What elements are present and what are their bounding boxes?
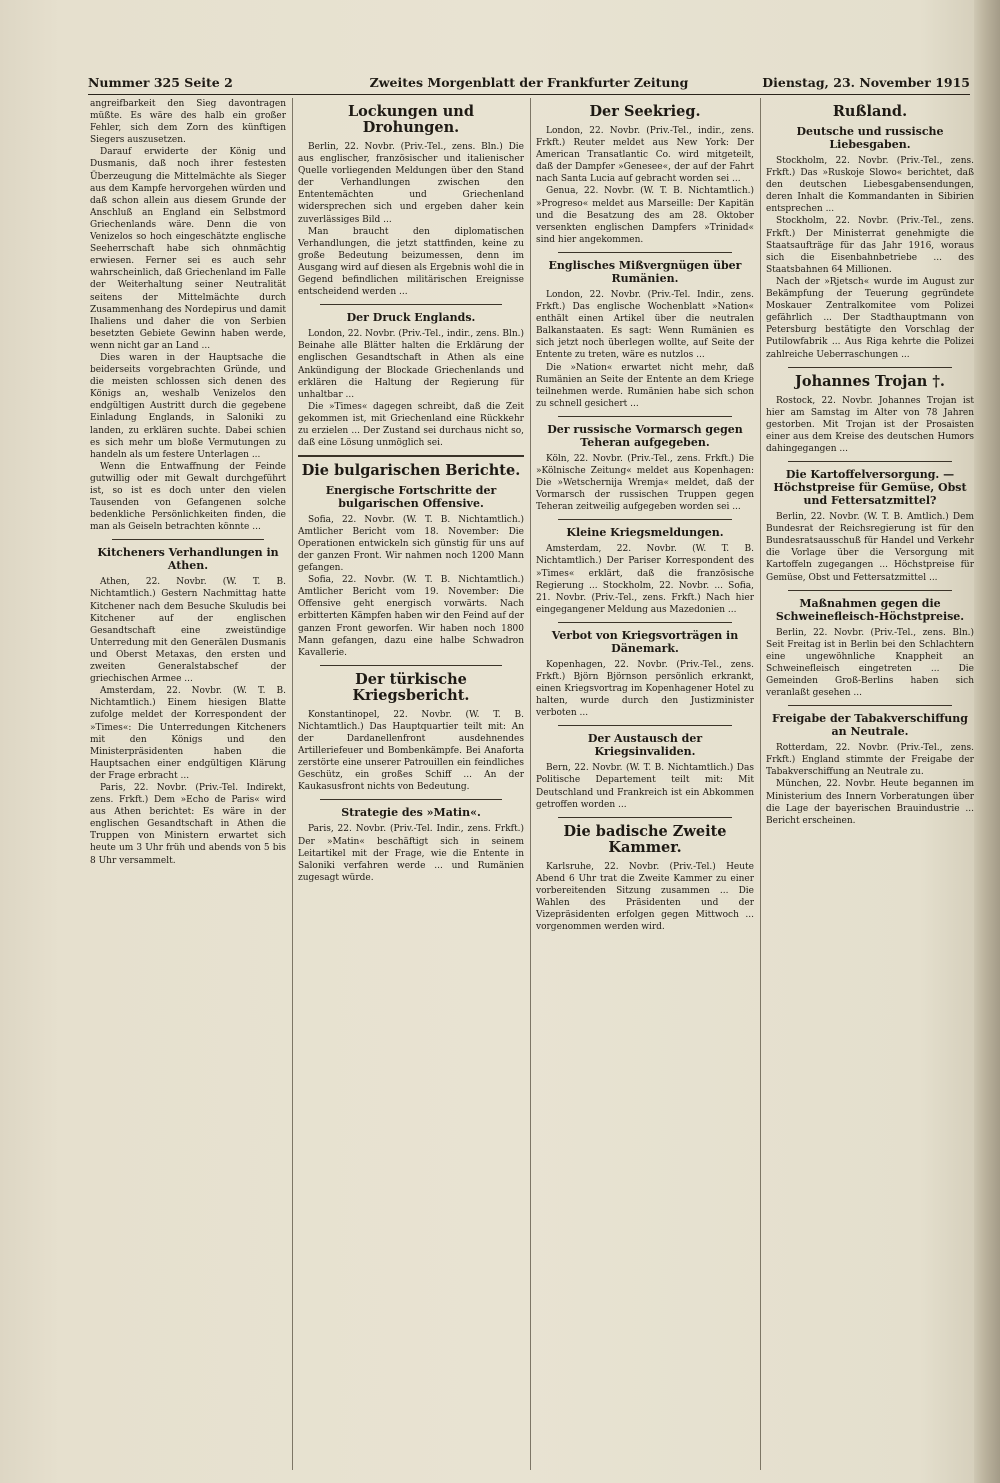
divider [788, 461, 952, 462]
subheadline-liebesgaben: Deutsche und russische Liebesgaben. [796, 125, 944, 151]
headline-kleine-kriegsmeldungen: Kleine Kriegsmeldungen. [566, 526, 724, 540]
article-text: Man braucht den diplomatischen Verhandlungen, die jetzt stattfinden, keine zu große Bedeutung beizumessen, denn im Ausgang wird auf diesen als Ergebnis wohl die in Gegend befindlichen militärischen Ereignisse entscheidend werden ... [298, 226, 524, 298]
article-text: Darauf erwiderte der König und Dusmanis, daß noch ihrer festesten Überzeugung die Mittelmächte als Sieger aus dem Kampfe hervorgehen würden und daß schon allein aus diesem Grunde der Anschluß an England ein Selbstmord Griechenlands wäre. Denn die von Venizelos so hoch eingeschätzte englische Seeherrschaft habe sich ohnmächtig erwiesen. Ferner sei es auch sehr wahrscheinlich, daß Griechenland im Falle der Weiterhaltung seiner Neutralität seitens der Mittelmächte durch Zusammenhang des Nordepirus und damit Ihaliens und daher die von Serbien besetzten Gebiete Gewinn haben werde, wenn nicht gar an Land ... [90, 147, 286, 351]
headline-badische-kammer: Die badische Zweite Kammer. [563, 822, 727, 856]
column-rule [292, 98, 293, 1470]
divider [320, 799, 502, 800]
headline-lockungen: Lockungen und Drohungen. [347, 103, 474, 136]
article-text: Berlin, 22. Novbr. (W. T. B. Amtlich.) Dem Bundesrat der Reichsregierung ist für den Bundesratsausschuß für Handel und Verkehr die Vorlage über die Versorgung mit Kartoffeln zugegangen ... Höchstpreise für Gemüse, Obst und Fettersatzmittel ... [766, 512, 974, 583]
headline-russland: Rußland. [832, 103, 908, 120]
article-text: Sofia, 22. Novbr. (W. T. B. Nichtamtlich.) Amtlicher Bericht vom 19. November: Die Offensive geht energisch vorwärts. Nach erbitterten Kämpfen haben wir den Feind auf der ganzen Front geworfen. Wir haben noch 1800 Mann gefangen, dazu eine halbe Schwadron Kavallerie. [298, 575, 524, 658]
article-text: Rotterdam, 22. Novbr. (Priv.-Tel., zens. Frkft.) England stimmte der Freigabe der Tabakverschiffung an Neutrale zu. [766, 743, 974, 778]
article-text: Berlin, 22. Novbr. (Priv.-Tel., zens. Bln.) Die aus englischer, französischer und italienischer Quelle vorliegenden Meldungen über den Stand der Verhandlungen zwischen den Ententemächten und Griechenland widersprechen sich und ergeben daher kein zuverlässiges Bild ... [298, 142, 524, 225]
headline-kitchener: Kitcheners Verhandlungen in Athen. [97, 546, 279, 573]
subheadline-offensive: Energische Fortschritte der bulgarischen Offensive. [325, 483, 497, 510]
divider [112, 539, 264, 540]
headline-druck-englands: Der Druck Englands. [346, 311, 476, 325]
article-text: Dies waren in der Hauptsache die beiderseits vorgebrachten Gründe, und die meisten schlossen sich denen des Königs an, weshalb Venizelos den endgültigen Austritt durch die gegebene Einladung Englands, in Saloniki zu landen, zu erklären suchte. Dabei schien es sich mehr um bloße Vermutungen zu handeln als um festere Unterlagen ... [90, 352, 286, 460]
column-1 [90, 98, 286, 1470]
article-text: Genua, 22. Novbr. (W. T. B. Nichtamtlich.) »Progreso« meldet aus Marseille: Der Kapitän und die Besatzung des am 28. Oktober versenkten englischen Dampfers »Trinidad« sind hier angekommen. [536, 186, 754, 245]
headline-verbot-kriegsvortraege: Verbot von Kriegsvorträgen in Dänemark. [551, 628, 739, 655]
article-text: London, 22. Novbr. (Priv.-Tel., indir., zens. Bln.) Beinahe alle Blätter halten die Erklärung der englischen Gesandtschaft in Athen als eine Ankündigung der Blockade Griechenlands und erklären die Haltung der Regierung für unhaltbar ... [298, 329, 524, 400]
article-text: Konstantinopel, 22. Novbr. (W. T. B. Nichtamtlich.) Das Hauptquartier teilt mit: An der Dardanellenfront ausdehnendes Artilleriefeuer und Bombenkämpfe. Bei Anaforta zerstörte eine unserer Patrouillen ein feindliches Geschütz, ein großes Schiff ... An der Kaukasusfront nichts von Bedeutung. [298, 709, 524, 793]
article-text: Berlin, 22. Novbr. (Priv.-Tel., zens. Bln.) Seit Freitag ist in Berlin bei den Schlachtern eine ungewöhnliche Knappheit an Schweinefleisch eingetreten ... Die Gemeinden Groß-Berlins haben sich veranlaßt gesehen ... [766, 627, 974, 699]
article-text: Rostock, 22. Novbr. Johannes Trojan ist hier am Samstag im Alter von 78 Jahren gestorben. Mit Trojan ist der Prosaisten einer aus dem Kreise des deutschen Humors dahingegangen ... [766, 395, 974, 454]
divider [558, 817, 732, 818]
headline-seekrieg: Der Seekrieg. [589, 103, 701, 120]
divider [788, 590, 952, 591]
divider [558, 622, 732, 623]
article-text: Sofia, 22. Novbr. (W. T. B. Nichtamtlich.) Amtlicher Bericht vom 18. November: Die Operationen entwickeln sich günstig für uns auf der ganzen Front. Wir nahmen noch 1200 Mann gefangen. [298, 514, 524, 574]
divider [558, 416, 732, 417]
article-text: Die »Nation« erwartet nicht mehr, daß Rumänien an Seite der Entente an dem Kriege teilnehmen werde. Rumänien habe sich schon zu schnell gesichert ... [536, 362, 754, 409]
divider [558, 252, 732, 253]
headline-missvergnuegen-rumaenien: Englisches Mißvergnügen über Rumänien. [548, 258, 742, 285]
article-text: London, 22. Novbr. (Priv.-Tel. Indir., zens. Frkft.) Das englische Wochenblatt »Nation« enthält einen Artikel über die neutralen Balkanstaaten. Es sagt: Wenn Rumänien es sich jetzt noch überlegen wollte, auf Seite der Entente zu treten, wäre es nutzlos ... [536, 289, 754, 361]
column-2 [298, 98, 524, 1470]
divider [320, 304, 502, 305]
article-text: Die »Times« dagegen schreibt, daß die Zeit gekommen ist, mit Griechenland eine Rückkehr zu erzielen ... Der Zustand sei durchaus nicht so, daß eine Lösung unmöglich sei. [298, 401, 524, 449]
article-text: Amsterdam, 22. Novbr. (W. T. B. Nichtamtlich.) Einem hiesigen Blatte zufolge meldet der Korrespondent der »Times«: Die Unterredungen Kitcheners mit den Königs und den Ministerpräsidenten haben die Hauptsachen einer endgültigen Klärung der Frage erbracht ... [90, 686, 286, 781]
divider [788, 705, 952, 706]
article-text: Stockholm, 22. Novbr. (Priv.-Tel., zens. Frkft.) Das »Ruskoje Slowo« berichtet, daß den deutschen Liebesgabensendungen, deren Inhalt die Kommandanten in Sibirien entsprechen ... [766, 156, 974, 215]
issue-number: Nummer 325 Seite 2 [88, 75, 233, 90]
article-text: Nach der »Rjetsch« wurde im August zur Bekämpfung der Teuerung gegründete Moskauer Zentralkomitee vom Polizei gefährlich ... Der Stadthauptmann von Petersburg bestätigte den Vorschlag der Putilowfabrik ... Aus Riga kehrte die Polizei zahlreiche Ueberraschungen ... [766, 276, 974, 360]
headline-tabakverschiffung: Freigabe der Tabakverschiffung an Neutrale. [772, 712, 968, 739]
article-text: Stockholm, 22. Novbr. (Priv.-Tel., zens. Frkft.) Der Ministerrat genehmigte die Staatsaufträge für das Jahr 1916, woraus sich die Eisenbahnbetriebe ... des Staatsbahnen 64 Millionen. [766, 216, 974, 275]
headline-vormarsch-teheran: Der russische Vormarsch gegen Teheran aufgegeben. [547, 422, 743, 449]
article-text: London, 22. Novbr. (Priv.-Tel., indir., zens. Frkft.) Reuter meldet aus New York: Der American Transatlantic Co. wird mitgeteilt, daß der Dampfer »Genesee«, der auf der Fahrt nach Santa Lucia auf gebracht worden sei ... [536, 126, 754, 185]
article-text: Köln, 22. Novbr. (Priv.-Tel., zens. Frkft.) Die »Kölnische Zeitung« meldet aus Kopenhagen: Die »Wetschernija Wremja« meldet, daß der Vormarsch der russischen Truppen gegen Teheran zeitweilig aufgegeben worden sei ... [536, 453, 754, 513]
article-text: München, 22. Novbr. Heute begannen im Ministerium des Innern Vorberatungen über die Lage der bayerischen Brauindustrie ... Bericht erscheinen. [766, 779, 974, 826]
divider [320, 665, 502, 666]
column-4 [766, 98, 974, 1470]
headline-johannes-trojan: Johannes Trojan †. [795, 372, 945, 390]
headline-tuerkischer-kriegsbericht: Der türkische Kriegsbericht. [352, 670, 470, 704]
divider [558, 725, 732, 726]
headline-strategie-matin: Strategie des »Matin«. [341, 806, 481, 820]
article-text: Athen, 22. Novbr. (W. T. B. Nichtamtlich.) Gestern Nachmittag hatte Kitchener nach dem Besuche Skuludis bei Kitchener auf der englischen Gesandtschaft eine zweistündige Unterredung mit den Generälen Dusmanis und Oberst Metaxas, den ersten und zweiten Generalstabschef der griechischen Armee ... [90, 577, 286, 685]
newspaper-title: Zweites Morgenblatt der Frankfurter Zeitung [369, 75, 689, 90]
headline-austausch-kriegsinvaliden: Der Austausch der Kriegsinvaliden. [587, 732, 703, 759]
headline-kartoffelversorgung: Die Kartoffelversorgung. — Höchstpreise für Gemüse, Obst und Fettersatzmittel? [773, 468, 967, 508]
article-text: Kopenhagen, 22. Novbr. (Priv.-Tel., zens. Frkft.) Björn Björnson persönlich erkrankt, einen Kriegsvortrag im Kopenhagener Hotel zu halten, wurde durch den Justizminister verboten ... [536, 659, 754, 719]
issue-date: Dienstag, 23. November 1915 [762, 75, 970, 90]
headline-schweinefleisch: Maßnahmen gegen die Schweinefleisch-Höchstpreise. [775, 596, 965, 623]
article-text: Karlsruhe, 22. Novbr. (Priv.-Tel.) Heute Abend 6 Uhr trat die Zweite Kammer zu einer vorbereitenden Sitzung zusammen ... Die Wahlen des Präsidenten und der Vizepräsidenten erfolgen gegen Mittwoch ... vorgenommen werden wird. [536, 861, 754, 933]
page-edge-shadow [974, 0, 1000, 1483]
article-text: angreifbarkeit den Sieg davontragen müßte. Es wäre des halb ein großer Fehler, sich dem Zorn des künftigen Siegers auszusetzen. [90, 99, 286, 146]
masthead [88, 72, 970, 95]
article-text: Amsterdam, 22. Novbr. (W. T. B. Nichtamtlich.) Der Pariser Korrespondent des »Times« erklärt, daß die französische Regierung ... Stockholm, 22. Novbr. ... Sofia, 21. Novbr. (Priv.-Tel., zens. Frkft.) Nach hier eingegangener Meldung aus Mazedonien ... [536, 544, 754, 615]
article-text: Bern, 22. Novbr. (W. T. B. Nichtamtlich.) Das Politische Departement teilt mit: Mit Deutschland und Frankreich ist ein Abkommen getroffen worden ... [536, 763, 754, 810]
article-text: Paris, 22. Novbr. (Priv.-Tel. Indirekt, zens. Frkft.) Dem »Echo de Paris« wird aus Athen berichtet: Es wäre in der englischen Gesandtschaft in Athen die Truppen von Ministern erwartet sich heute um 3 Uhr früh und abends von 5 bis 8 Uhr versammelt. [90, 782, 286, 866]
divider [298, 455, 524, 457]
column-rule [760, 98, 761, 1470]
divider [558, 519, 732, 520]
article-text: Paris, 22. Novbr. (Priv.-Tel. Indir., zens. Frkft.) Der »Matin« beschäftigt sich in seinem Leitartikel mit der Frage, wie die Entente in Saloniki verfahren werde ... und Rumänien zugesagt würde. [298, 824, 524, 883]
divider [788, 367, 952, 368]
article-text: Wenn die Entwaffnung der Feinde gutwillig oder mit Gewalt durchgeführt ist, so ist es doch unter den vielen Tausenden von Gefangenen solche bedenkliche Persönlichkeiten finden, die man als Geiseln betrachten könnte ... [90, 461, 286, 533]
headline-bulgarische-berichte: Die bulgarischen Berichte. [301, 461, 521, 479]
column-3 [536, 98, 754, 1470]
column-rule [530, 98, 531, 1470]
